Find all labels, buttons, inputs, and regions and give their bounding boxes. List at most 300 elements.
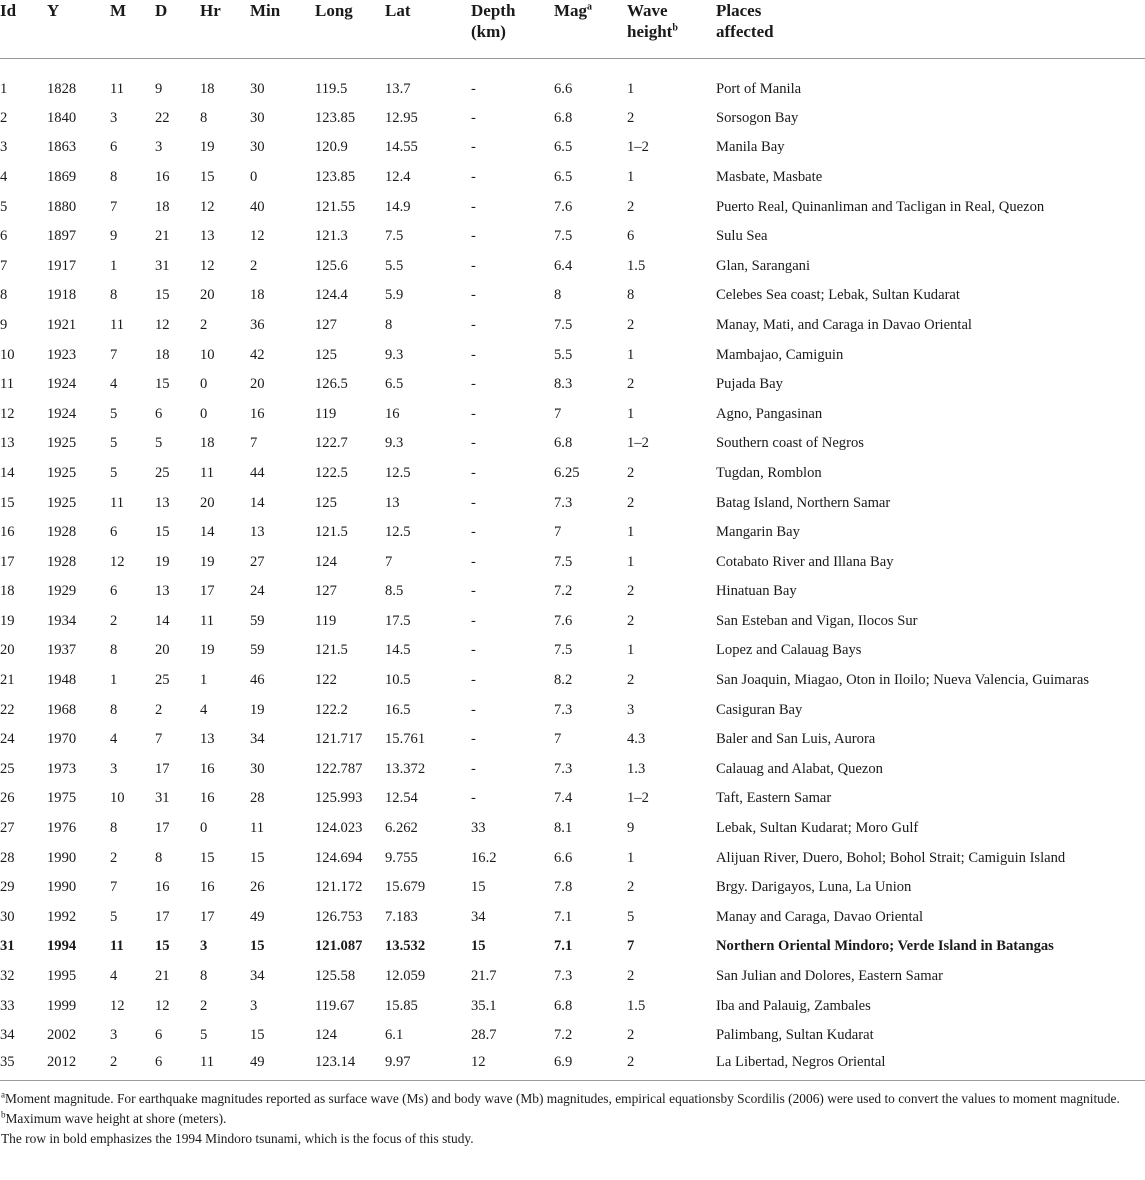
table-row xyxy=(0,607,1145,637)
cell-id: 16 xyxy=(0,524,15,541)
cell-longitude: 119 xyxy=(315,405,337,422)
cell-depth: - xyxy=(471,316,476,333)
cell-magnitude: 7.1 xyxy=(554,908,573,925)
cell-id: 2 xyxy=(0,109,8,126)
cell-wave-height: 2 xyxy=(627,376,635,393)
cell-minute: 12 xyxy=(250,228,265,245)
cell-wave-height: 1.5 xyxy=(627,997,646,1014)
cell-hour: 19 xyxy=(200,553,215,570)
cell-minute: 15 xyxy=(250,1027,265,1044)
cell-month: 7 xyxy=(110,346,118,363)
table-row xyxy=(0,370,1145,400)
table-row xyxy=(0,311,1145,341)
cell-id: 5 xyxy=(0,198,8,215)
cell-id: 4 xyxy=(0,168,8,185)
cell-magnitude: 8 xyxy=(554,287,562,304)
cell-latitude: 12.5 xyxy=(385,464,411,481)
cell-latitude: 13.7 xyxy=(385,80,411,97)
cell-places-affected: Lopez and Calauag Bays xyxy=(716,642,862,659)
cell-year: 1970 xyxy=(47,731,77,748)
cell-year: 1840 xyxy=(47,109,77,126)
cell-id: 9 xyxy=(0,316,8,333)
cell-latitude: 10.5 xyxy=(385,672,411,689)
header-latitude: Lat xyxy=(385,0,471,59)
cell-latitude: 13.532 xyxy=(385,938,426,955)
cell-latitude: 7.183 xyxy=(385,908,418,925)
cell-latitude: 12.95 xyxy=(385,109,418,126)
cell-id: 28 xyxy=(0,849,15,866)
cell-year: 1925 xyxy=(47,464,77,481)
cell-longitude: 127 xyxy=(315,583,337,600)
cell-longitude: 126.5 xyxy=(315,376,348,393)
cell-hour: 15 xyxy=(200,168,215,185)
cell-day: 6 xyxy=(155,1027,163,1044)
cell-latitude: 13.372 xyxy=(385,760,426,777)
cell-id: 10 xyxy=(0,346,15,363)
cell-places-affected: San Esteban and Vigan, Ilocos Sur xyxy=(716,612,918,629)
footnote-mark-b: b xyxy=(672,22,678,34)
cell-latitude: 9.97 xyxy=(385,1053,411,1070)
cell-magnitude: 7.3 xyxy=(554,968,573,985)
cell-day: 31 xyxy=(155,790,170,807)
cell-year: 1897 xyxy=(47,228,77,245)
cell-longitude: 122.5 xyxy=(315,464,348,481)
cell-id: 13 xyxy=(0,435,15,452)
cell-hour: 13 xyxy=(200,228,215,245)
cell-magnitude: 8.2 xyxy=(554,672,573,689)
cell-year: 1968 xyxy=(47,701,77,718)
cell-magnitude: 8.1 xyxy=(554,820,573,837)
cell-day: 25 xyxy=(155,464,170,481)
cell-longitude: 126.753 xyxy=(315,908,363,925)
cell-places-affected: La Libertad, Negros Oriental xyxy=(716,1053,886,1070)
cell-magnitude: 7.5 xyxy=(554,316,573,333)
cell-minute: 19 xyxy=(250,701,265,718)
cell-magnitude: 7 xyxy=(554,405,562,422)
cell-magnitude: 5.5 xyxy=(554,346,573,363)
cell-magnitude: 7.5 xyxy=(554,228,573,245)
cell-minute: 28 xyxy=(250,790,265,807)
cell-hour: 12 xyxy=(200,198,215,215)
cell-longitude: 122 xyxy=(315,672,337,689)
cell-minute: 34 xyxy=(250,731,265,748)
cell-wave-height: 2 xyxy=(627,879,635,896)
cell-id: 12 xyxy=(0,405,15,422)
cell-id: 24 xyxy=(0,731,15,748)
cell-minute: 59 xyxy=(250,612,265,629)
cell-places-affected: Pujada Bay xyxy=(716,376,783,393)
cell-wave-height: 1 xyxy=(627,642,635,659)
table-row xyxy=(0,1051,1145,1081)
cell-day: 18 xyxy=(155,198,170,215)
cell-magnitude: 7.5 xyxy=(554,642,573,659)
cell-longitude: 121.5 xyxy=(315,524,348,541)
cell-depth: - xyxy=(471,672,476,689)
cell-magnitude: 7.2 xyxy=(554,583,573,600)
table-row xyxy=(0,991,1145,1021)
cell-hour: 8 xyxy=(200,109,208,126)
cell-id: 6 xyxy=(0,228,8,245)
cell-year: 1924 xyxy=(47,376,77,393)
cell-depth: - xyxy=(471,257,476,274)
cell-wave-height: 2 xyxy=(627,1053,635,1070)
cell-latitude: 15.85 xyxy=(385,997,418,1014)
cell-places-affected: Sorsogon Bay xyxy=(716,109,799,126)
cell-month: 11 xyxy=(110,938,124,955)
table-row xyxy=(0,518,1145,548)
cell-month: 7 xyxy=(110,198,118,215)
table-row xyxy=(0,163,1145,193)
cell-places-affected: Mangarin Bay xyxy=(716,524,800,541)
cell-magnitude: 6.6 xyxy=(554,849,573,866)
cell-places-affected: Casiguran Bay xyxy=(716,701,803,718)
cell-longitude: 121.3 xyxy=(315,228,348,245)
cell-day: 16 xyxy=(155,879,170,896)
cell-wave-height: 1.3 xyxy=(627,760,646,777)
table-row xyxy=(0,488,1145,518)
cell-magnitude: 7.3 xyxy=(554,701,573,718)
header-id: Id xyxy=(0,0,47,59)
cell-hour: 13 xyxy=(200,731,215,748)
cell-depth: - xyxy=(471,376,476,393)
cell-latitude: 12.059 xyxy=(385,968,426,985)
cell-month: 11 xyxy=(110,494,125,511)
cell-latitude: 7.5 xyxy=(385,228,404,245)
cell-day: 31 xyxy=(155,257,170,274)
cell-hour: 8 xyxy=(200,968,208,985)
cell-year: 1995 xyxy=(47,968,77,985)
cell-longitude: 124.694 xyxy=(315,849,363,866)
cell-month: 7 xyxy=(110,879,118,896)
cell-longitude: 125.58 xyxy=(315,968,356,985)
cell-minute: 13 xyxy=(250,524,265,541)
cell-latitude: 16.5 xyxy=(385,701,411,718)
table-row xyxy=(0,340,1145,370)
cell-places-affected: Celebes Sea coast; Lebak, Sultan Kudarat xyxy=(716,287,960,304)
cell-day: 7 xyxy=(155,731,163,748)
table-row xyxy=(0,636,1145,666)
cell-id: 18 xyxy=(0,583,15,600)
cell-hour: 17 xyxy=(200,583,215,600)
cell-wave-height: 1 xyxy=(627,849,635,866)
cell-day: 22 xyxy=(155,109,170,126)
cell-day: 6 xyxy=(155,1053,163,1070)
cell-depth: - xyxy=(471,464,476,481)
cell-depth: 15 xyxy=(471,938,486,955)
cell-id: 29 xyxy=(0,879,15,896)
cell-hour: 16 xyxy=(200,760,215,777)
cell-longitude: 124 xyxy=(315,1027,337,1044)
cell-hour: 12 xyxy=(200,257,215,274)
footnote-a: $^a$Moment magnitude. For earthquake magnitudes reported as surface wave (Ms) and body wave (Mb) magnitudes, empirical equationsby Scordilis (2006) were used to convert the values to moment magnitude. xyxy=(1,1089,1120,1106)
cell-longitude: 122.7 xyxy=(315,435,348,452)
header-minute: Min xyxy=(250,0,315,59)
cell-magnitude: 7.2 xyxy=(554,1027,573,1044)
cell-depth: 35.1 xyxy=(471,997,497,1014)
cell-hour: 2 xyxy=(200,316,208,333)
cell-id: 25 xyxy=(0,760,15,777)
header-magnitude: Mag$^a$ xyxy=(554,0,627,59)
cell-wave-height: 2 xyxy=(627,109,635,126)
cell-hour: 16 xyxy=(200,879,215,896)
cell-wave-height: 3 xyxy=(627,701,635,718)
cell-minute: 0 xyxy=(250,168,258,185)
cell-minute: 18 xyxy=(250,287,265,304)
cell-month: 1 xyxy=(110,257,118,274)
cell-depth: 34 xyxy=(471,908,486,925)
cell-longitude: 119 xyxy=(315,612,337,629)
cell-wave-height: 1 xyxy=(627,524,635,541)
cell-longitude: 121.087 xyxy=(315,938,363,955)
cell-hour: 0 xyxy=(200,376,208,393)
cell-year: 1869 xyxy=(47,168,77,185)
cell-magnitude: 6.4 xyxy=(554,257,573,274)
cell-hour: 11 xyxy=(200,464,215,481)
cell-hour: 18 xyxy=(200,435,215,452)
cell-year: 2002 xyxy=(47,1027,77,1044)
cell-longitude: 119.5 xyxy=(315,80,348,97)
cell-day: 20 xyxy=(155,642,170,659)
cell-month: 2 xyxy=(110,849,118,866)
cell-year: 1918 xyxy=(47,287,77,304)
cell-hour: 19 xyxy=(200,642,215,659)
cell-magnitude: 6.8 xyxy=(554,997,573,1014)
cell-month: 4 xyxy=(110,968,118,985)
cell-depth: - xyxy=(471,139,476,156)
cell-magnitude: 6.25 xyxy=(554,464,580,481)
footnote-bold-row: The row in bold emphasizes the 1994 Mindoro tsunami, which is the focus of this study. xyxy=(1,1130,474,1146)
cell-year: 1924 xyxy=(47,405,77,422)
cell-places-affected: Baler and San Luis, Aurora xyxy=(716,731,876,748)
cell-longitude: 121.172 xyxy=(315,879,363,896)
cell-minute: 46 xyxy=(250,672,265,689)
cell-month: 3 xyxy=(110,109,118,126)
cell-day: 15 xyxy=(155,524,170,541)
header-month: M xyxy=(110,0,155,59)
cell-magnitude: 6.9 xyxy=(554,1053,573,1070)
cell-wave-height: 1 xyxy=(627,405,635,422)
cell-latitude: 9.755 xyxy=(385,849,418,866)
cell-magnitude: 7.8 xyxy=(554,879,573,896)
cell-minute: 44 xyxy=(250,464,265,481)
cell-latitude: 6.262 xyxy=(385,820,418,837)
cell-hour: 4 xyxy=(200,701,208,718)
cell-depth: - xyxy=(471,287,476,304)
cell-id: 8 xyxy=(0,287,8,304)
header-day: D xyxy=(155,0,200,59)
cell-depth: 33 xyxy=(471,820,486,837)
cell-minute: 30 xyxy=(250,80,265,97)
cell-day: 9 xyxy=(155,80,163,97)
cell-depth: - xyxy=(471,701,476,718)
cell-places-affected: Puerto Real, Quinanliman and Tacligan in Real, Quezon xyxy=(716,198,1045,215)
cell-year: 1828 xyxy=(47,80,77,97)
cell-longitude: 125.993 xyxy=(315,790,363,807)
cell-id: 26 xyxy=(0,790,15,807)
cell-hour: 17 xyxy=(200,908,215,925)
cell-year: 1925 xyxy=(47,494,77,511)
cell-minute: 26 xyxy=(250,879,265,896)
cell-latitude: 13 xyxy=(385,494,400,511)
cell-places-affected: Manila Bay xyxy=(716,139,785,156)
cell-id: 31 xyxy=(0,938,15,955)
cell-month: 2 xyxy=(110,612,118,629)
cell-magnitude: 7.1 xyxy=(554,938,573,955)
table-row xyxy=(0,666,1145,696)
cell-wave-height: 1–2 xyxy=(627,435,649,452)
table-row xyxy=(0,755,1145,785)
table-row xyxy=(0,281,1145,311)
cell-day: 6 xyxy=(155,405,163,422)
cell-day: 21 xyxy=(155,968,170,985)
cell-wave-height: 1 xyxy=(627,553,635,570)
cell-day: 25 xyxy=(155,672,170,689)
cell-longitude: 123.85 xyxy=(315,109,356,126)
table-row xyxy=(0,932,1145,962)
cell-day: 3 xyxy=(155,139,163,156)
cell-places-affected: Glan, Sarangani xyxy=(716,257,811,274)
cell-latitude: 12.5 xyxy=(385,524,411,541)
footnote-b: $^b$Maximum wave height at shore (meters). xyxy=(1,1109,227,1126)
header-places-affected: Places affected xyxy=(716,0,1145,59)
cell-year: 1880 xyxy=(47,198,77,215)
cell-year: 1917 xyxy=(47,257,77,274)
cell-hour: 5 xyxy=(200,1027,208,1044)
cell-places-affected: San Joaquin, Miagao, Oton in Iloilo; Nueva Valencia, Guimaras xyxy=(716,672,1090,689)
cell-month: 12 xyxy=(110,997,125,1014)
cell-year: 1925 xyxy=(47,435,77,452)
cell-hour: 14 xyxy=(200,524,215,541)
cell-longitude: 121.5 xyxy=(315,642,348,659)
cell-places-affected: Northern Oriental Mindoro; Verde Island in Batangas xyxy=(716,938,1054,955)
cell-id: 27 xyxy=(0,820,15,837)
cell-year: 1928 xyxy=(47,553,77,570)
cell-longitude: 119.67 xyxy=(315,997,355,1014)
cell-hour: 10 xyxy=(200,346,215,363)
cell-latitude: 14.9 xyxy=(385,198,411,215)
cell-latitude: 9.3 xyxy=(385,346,404,363)
cell-month: 8 xyxy=(110,820,118,837)
cell-day: 15 xyxy=(155,938,170,955)
cell-places-affected: Lebak, Sultan Kudarat; Moro Gulf xyxy=(716,820,919,837)
table-row xyxy=(0,1021,1145,1051)
cell-depth: - xyxy=(471,790,476,807)
table-row xyxy=(0,784,1145,814)
cell-latitude: 6.1 xyxy=(385,1027,404,1044)
cell-magnitude: 7.4 xyxy=(554,790,573,807)
cell-month: 6 xyxy=(110,583,118,600)
cell-latitude: 16 xyxy=(385,405,400,422)
cell-latitude: 15.679 xyxy=(385,879,426,896)
cell-depth: 21.7 xyxy=(471,968,497,985)
cell-wave-height: 1 xyxy=(627,80,635,97)
cell-hour: 0 xyxy=(200,820,208,837)
cell-year: 1937 xyxy=(47,642,77,659)
cell-minute: 49 xyxy=(250,908,265,925)
cell-minute: 14 xyxy=(250,494,265,511)
cell-places-affected: Port of Manila xyxy=(716,80,802,97)
cell-day: 13 xyxy=(155,494,170,511)
cell-day: 19 xyxy=(155,553,170,570)
cell-longitude: 121.717 xyxy=(315,731,363,748)
table-body xyxy=(0,59,1145,1081)
cell-places-affected: Agno, Pangasinan xyxy=(716,405,823,422)
cell-month: 6 xyxy=(110,524,118,541)
cell-id: 19 xyxy=(0,612,15,629)
cell-wave-height: 1 xyxy=(627,346,635,363)
cell-magnitude: 7 xyxy=(554,524,562,541)
cell-id: 21 xyxy=(0,672,15,689)
table-row xyxy=(0,429,1145,459)
table-row xyxy=(0,133,1145,163)
cell-hour: 20 xyxy=(200,287,215,304)
cell-minute: 11 xyxy=(250,820,265,837)
cell-wave-height: 1–2 xyxy=(627,790,649,807)
cell-day: 17 xyxy=(155,908,170,925)
table-row xyxy=(0,695,1145,725)
cell-wave-height: 6 xyxy=(627,228,635,245)
cell-depth: - xyxy=(471,346,476,363)
table-footnotes xyxy=(0,1080,1145,1150)
header-longitude: Long xyxy=(315,0,385,59)
cell-minute: 49 xyxy=(250,1053,265,1070)
cell-wave-height: 2 xyxy=(627,1027,635,1044)
cell-magnitude: 6.6 xyxy=(554,80,573,97)
cell-hour: 11 xyxy=(200,612,215,629)
cell-places-affected: Manay, Mati, and Caraga in Davao Oriental xyxy=(716,316,972,333)
cell-hour: 18 xyxy=(200,80,215,97)
header-year: Y xyxy=(47,0,110,59)
cell-depth: - xyxy=(471,198,476,215)
cell-month: 9 xyxy=(110,228,118,245)
cell-places-affected: Hinatuan Bay xyxy=(716,583,797,600)
table-row xyxy=(0,903,1145,933)
cell-latitude: 7 xyxy=(385,553,393,570)
cell-month: 4 xyxy=(110,731,118,748)
cell-id: 7 xyxy=(0,257,8,274)
cell-magnitude: 7.6 xyxy=(554,612,573,629)
cell-depth: - xyxy=(471,731,476,748)
cell-depth: - xyxy=(471,524,476,541)
table-row xyxy=(0,251,1145,281)
cell-year: 1921 xyxy=(47,316,77,333)
cell-latitude: 8 xyxy=(385,316,393,333)
cell-magnitude: 6.5 xyxy=(554,139,573,156)
cell-year: 1994 xyxy=(47,938,77,955)
table-row xyxy=(0,962,1145,992)
cell-places-affected: Masbate, Masbate xyxy=(716,168,823,185)
cell-id: 11 xyxy=(0,376,15,393)
cell-places-affected: Tugdan, Romblon xyxy=(716,464,822,481)
cell-depth: - xyxy=(471,435,476,452)
table-row xyxy=(0,547,1145,577)
cell-hour: 16 xyxy=(200,790,215,807)
cell-id: 30 xyxy=(0,908,15,925)
cell-day: 5 xyxy=(155,435,163,452)
cell-minute: 20 xyxy=(250,376,265,393)
cell-minute: 24 xyxy=(250,583,265,600)
cell-year: 1975 xyxy=(47,790,77,807)
cell-wave-height: 7 xyxy=(627,938,635,955)
cell-wave-height: 5 xyxy=(627,908,635,925)
cell-magnitude: 6.5 xyxy=(554,168,573,185)
cell-latitude: 14.55 xyxy=(385,139,418,156)
cell-depth: - xyxy=(471,760,476,777)
cell-places-affected: San Julian and Dolores, Eastern Samar xyxy=(716,968,943,985)
cell-day: 15 xyxy=(155,287,170,304)
cell-minute: 15 xyxy=(250,849,265,866)
cell-depth: 16.2 xyxy=(471,849,497,866)
